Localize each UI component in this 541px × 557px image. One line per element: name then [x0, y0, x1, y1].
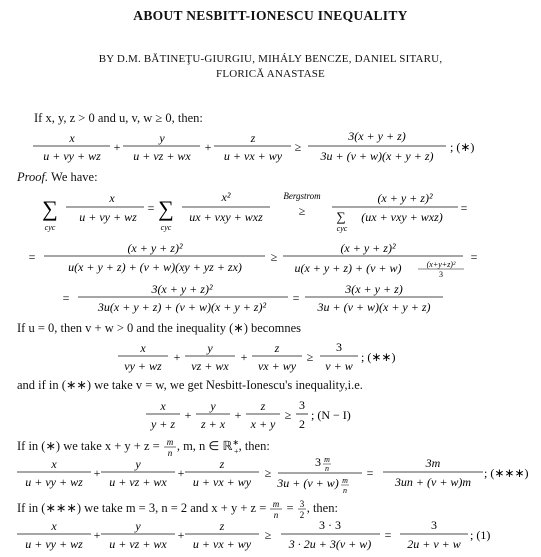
- svg-text:y: y: [207, 341, 213, 355]
- equation-star: [0, 128, 541, 166]
- svg-text:vy + wz: vy + wz: [124, 359, 162, 373]
- svg-text:3: 3: [315, 455, 321, 469]
- svg-text:; (∗): ; (∗): [450, 140, 475, 154]
- svg-text:3: 3: [336, 340, 342, 354]
- svg-text:u + vy + wz: u + vy + wz: [43, 149, 101, 163]
- svg-text:=: =: [147, 201, 155, 215]
- svg-text:=: =: [292, 291, 300, 305]
- svg-text:+: +: [113, 140, 121, 154]
- svg-text:; (N − I): ; (N − I): [311, 408, 351, 422]
- svg-text:u + vx + wy: u + vx + wy: [192, 537, 252, 551]
- svg-text:3(x + y + z): 3(x + y + z): [345, 282, 403, 296]
- svg-text:≥: ≥: [298, 204, 306, 218]
- svg-text:y: y: [159, 131, 165, 145]
- equation-triple-star: [0, 454, 541, 496]
- svg-text:u + vy + wz: u + vy + wz: [25, 475, 83, 489]
- svg-text:3: 3: [299, 499, 304, 509]
- svg-text:=: =: [460, 201, 468, 215]
- svg-text:u + vx + wy: u + vx + wy: [192, 475, 252, 489]
- svg-text:∑: ∑: [336, 209, 346, 224]
- svg-text:y: y: [210, 399, 216, 413]
- svg-text:vx + wy: vx + wy: [257, 359, 297, 373]
- svg-text:+: +: [173, 350, 181, 364]
- svg-text:x²: x²: [221, 190, 231, 204]
- svg-text:3u + (v + w): 3u + (v + w): [277, 476, 339, 490]
- proof-line-3: [0, 280, 541, 318]
- proof-italic-label: Proof.: [17, 170, 49, 184]
- svg-text:u + vx + wy: u + vx + wy: [223, 149, 283, 163]
- svg-text:m: m: [273, 499, 280, 509]
- case-sum-middle: , m, n ∈ ℝ: [176, 439, 233, 453]
- svg-text:≥: ≥: [306, 350, 314, 364]
- svg-text:=: =: [470, 250, 478, 264]
- svg-text:3(x + y + z)²: 3(x + y + z)²: [151, 282, 213, 296]
- svg-text:+: +: [240, 350, 248, 364]
- svg-text:y + z: y + z: [150, 417, 176, 431]
- svg-text:m: m: [166, 437, 174, 447]
- svg-text:n: n: [167, 448, 173, 457]
- svg-text:u + vz + wx: u + vz + wx: [133, 149, 191, 163]
- svg-text:v + w: v + w: [325, 359, 353, 373]
- svg-text:n: n: [274, 510, 279, 519]
- svg-text:3 · 3: 3 · 3: [319, 518, 341, 532]
- svg-text:x: x: [69, 131, 75, 145]
- svg-text:3u(x + y + z) + (v + w)(x + y: 3u(x + y + z) + (v + w)(x + y + z)²: [97, 300, 267, 314]
- svg-text:z: z: [219, 519, 225, 533]
- svg-text:y: y: [135, 457, 141, 471]
- proof-intro-text: We have:: [48, 170, 98, 184]
- svg-text:y: y: [135, 519, 141, 533]
- svg-text:u + vy + wz: u + vy + wz: [25, 537, 83, 551]
- case-sum-tail: , then:: [238, 439, 270, 453]
- svg-text:u(x + y + z) + (v + w): u(x + y + z) + (v + w): [294, 261, 402, 275]
- svg-text:cyc: cyc: [44, 223, 56, 232]
- svg-text:; (∗∗∗): ; (∗∗∗): [484, 466, 529, 480]
- intro-sentence: If x, y, z > 0 and u, v, w ≥ 0, then:: [34, 111, 203, 125]
- svg-text:≥: ≥: [264, 466, 272, 480]
- author-line-2: FLORICĂ ANASTASE: [216, 68, 325, 80]
- svg-text:3: 3: [299, 398, 305, 412]
- svg-text:∑: ∑: [158, 196, 174, 221]
- svg-text:x + y: x + y: [250, 417, 276, 431]
- svg-text:; (1): ; (1): [470, 528, 491, 542]
- svg-text:x: x: [51, 457, 57, 471]
- author-line-1: BY D.M. BĂTINEŢU-GIURGIU, MIHÁLY BENCZE, DANIEL SITARU,: [98, 53, 443, 65]
- svg-text:3: 3: [439, 270, 443, 279]
- svg-text:+: +: [93, 466, 101, 480]
- svg-text:(x + y + z)²: (x + y + z)²: [127, 241, 183, 255]
- svg-text:x: x: [160, 399, 166, 413]
- svg-text:z: z: [250, 131, 256, 145]
- svg-text:+: +: [93, 528, 101, 542]
- svg-text:3 · 2u + 3(v + w): 3 · 2u + 3(v + w): [288, 537, 372, 551]
- svg-text:x: x: [51, 519, 57, 533]
- svg-text:cyc: cyc: [160, 223, 172, 232]
- svg-text:=: =: [384, 528, 392, 542]
- svg-text:3un + (v + w)m: 3un + (v + w)m: [394, 475, 472, 489]
- svg-text:vz + wx: vz + wx: [191, 359, 229, 373]
- svg-text:+: +: [177, 466, 185, 480]
- svg-text:2: 2: [299, 417, 305, 431]
- svg-text:3m: 3m: [425, 456, 441, 470]
- svg-text:≥: ≥: [284, 408, 292, 422]
- svg-text:u + vz + wx: u + vz + wx: [109, 537, 167, 551]
- equation-double-star: [0, 338, 541, 376]
- case-m3-tail: , then:: [306, 501, 338, 515]
- svg-text:z: z: [219, 457, 225, 471]
- case-sum-lead: If in (∗) we take x + y + z =: [17, 439, 160, 453]
- svg-text:u + vz + wx: u + vz + wx: [109, 475, 167, 489]
- svg-text:3: 3: [431, 518, 437, 532]
- svg-text:x: x: [140, 341, 146, 355]
- svg-text:m: m: [342, 476, 348, 485]
- svg-text:≥: ≥: [264, 528, 272, 542]
- svg-text:x: x: [109, 191, 115, 205]
- svg-text:3u + (v + w)(x + y + z): 3u + (v + w)(x + y + z): [320, 149, 434, 163]
- svg-text:Bergstrom: Bergstrom: [283, 191, 321, 201]
- svg-text:∑: ∑: [42, 196, 58, 221]
- svg-text:=: =: [28, 250, 36, 264]
- proof-line-1: [0, 186, 541, 236]
- case-v-equals-w: and if in (∗∗) we take v = w, we get Nesbitt-Ionescu's inequality,i.e.: [17, 378, 363, 392]
- svg-text:u(x + y + z) + (v + w)(xy + yz: u(x + y + z) + (v + w)(xy + yz + zx): [68, 260, 242, 274]
- svg-text:=: =: [366, 466, 374, 480]
- case-m3-lead: If in (∗∗∗) we take m = 3, n = 2 and x + y + z =: [17, 501, 267, 515]
- svg-text:; (∗∗): ; (∗∗): [361, 350, 396, 364]
- case-m3-n2: If in (∗∗∗) we take m = 3, n = 2 and x + y + z = m n = 3 2 , then:: [17, 499, 338, 519]
- proof-line-2: [0, 238, 541, 280]
- paper-title: ABOUT NESBITT-IONESCU INEQUALITY: [133, 8, 408, 23]
- svg-text:(x + y + z)²: (x + y + z)²: [340, 241, 396, 255]
- proof-label: [17, 170, 98, 185]
- svg-text:=: =: [62, 291, 70, 305]
- svg-text:z: z: [274, 341, 280, 355]
- svg-text:3(x + y + z): 3(x + y + z): [348, 129, 406, 143]
- svg-text:(ux + vxy + wxz): (ux + vxy + wxz): [361, 210, 443, 224]
- svg-text:z + x: z + x: [200, 417, 226, 431]
- svg-text:+: +: [234, 408, 242, 422]
- equation-nesbitt-ionescu: [0, 396, 541, 434]
- author-list: [0, 52, 541, 82]
- svg-text:+: +: [177, 528, 185, 542]
- equation-one: [0, 516, 541, 556]
- case-sum-m-over-n: If in (∗) we take x + y + z = m n , m, n ∈ ℝ∗$_+$, then:: [17, 437, 270, 457]
- svg-text:≥: ≥: [294, 140, 302, 154]
- svg-text:+: +: [184, 408, 192, 422]
- svg-text:n: n: [343, 486, 347, 495]
- svg-text:cyc: cyc: [336, 224, 348, 233]
- svg-text:≥: ≥: [270, 250, 278, 264]
- svg-text:m: m: [324, 455, 330, 464]
- svg-text:u + vy + wz: u + vy + wz: [79, 210, 137, 224]
- svg-text:n: n: [325, 464, 329, 473]
- case-u-zero: If u = 0, then v + w > 0 and the inequality (∗) becomnes: [17, 321, 301, 335]
- svg-text:z: z: [260, 399, 266, 413]
- svg-text:2u + v + w: 2u + v + w: [407, 537, 461, 551]
- svg-text:2: 2: [299, 510, 304, 519]
- svg-text:(x + y + z)²: (x + y + z)²: [377, 191, 433, 205]
- svg-text:(x+y+z)²: (x+y+z)²: [426, 260, 456, 269]
- svg-text:3u + (v + w)(x + y + z): 3u + (v + w)(x + y + z): [317, 300, 431, 314]
- svg-text:+: +: [204, 140, 212, 154]
- svg-text:ux + vxy + wxz: ux + vxy + wxz: [189, 210, 263, 224]
